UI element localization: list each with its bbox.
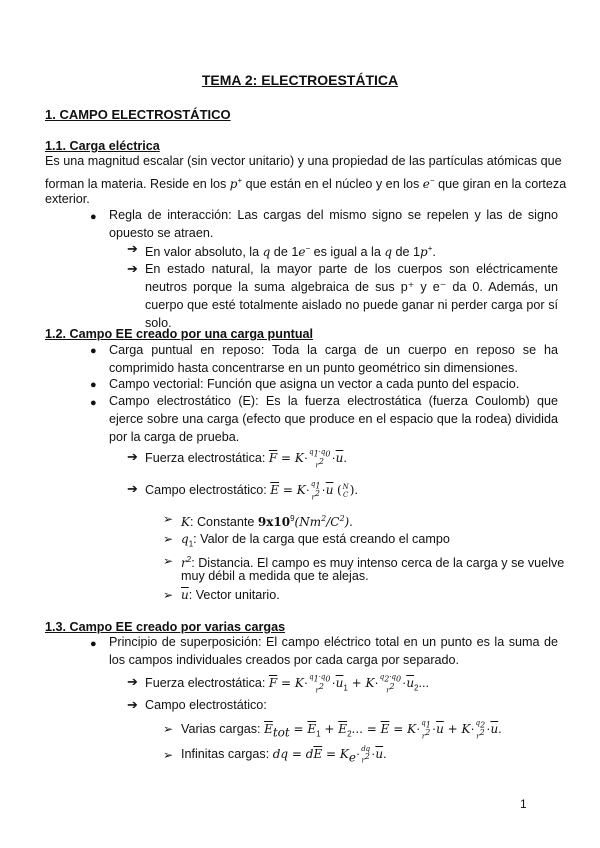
bullet-icon: ● [90, 379, 97, 391]
subsection-heading-varias-cargas: 1.3. Campo EE creado por varias cargas [45, 620, 286, 634]
bullet-icon: ● [90, 397, 97, 409]
bullet-text: Regla de interacción: Las cargas del mismo signo se repelen y las de signo opuesto se atraen. [109, 208, 558, 240]
arrow-icon: ➔ [127, 481, 138, 496]
formula-infinitas-cargas: Infinitas cargas: dq = $d\overline{E} = K_e\cdot$ dq $r^2$ $\cdot\overline{u}$. [181, 745, 387, 765]
paragraph-line: exterior. [45, 192, 90, 206]
bullet-icon: ● [90, 638, 97, 650]
bullet-text: Campo vectorial: Función que asigna un vector a cada punto del espacio. [109, 377, 520, 391]
arrow-text: Campo electrostático: [145, 698, 267, 712]
definition-text: muy débil a medida que te alejas. [181, 569, 369, 583]
paragraph-line: forman la materia. Reside en los p+ que están en el núcleo y en los e− que giran en la corteza [45, 176, 567, 192]
bullet-icon: ● [90, 211, 97, 223]
definition-text: K: Constante $9x10^9(Nm^2/C^2)$. [181, 514, 353, 530]
arrow-icon: ➔ [127, 674, 138, 689]
subsection-heading-carga-electrica: 1.1. Carga eléctrica [45, 139, 160, 153]
triangle-bullet-icon: ➢ [163, 532, 174, 546]
bullet-text: Principio de superposición: El campo eléctrico total en un punto es la suma de los campos individuales creados por cada carga por separado. [109, 635, 558, 667]
paragraph-line: Es una magnitud escalar (sin vector unitario) y una propiedad de las partículas atómicas que [45, 154, 562, 168]
triangle-bullet-icon: ➢ [163, 722, 174, 736]
page-title: TEMA 2: ELECTROESTÁTICA [201, 72, 399, 88]
definition-text: $\overline{u}$: Vector unitario. [181, 588, 280, 602]
triangle-bullet-icon: ➢ [163, 748, 174, 762]
arrow-icon: ➔ [127, 261, 138, 276]
triangle-bullet-icon: ➢ [163, 588, 174, 602]
arrow-icon: ➔ [127, 241, 138, 256]
arrow-icon: ➔ [127, 697, 138, 712]
formula-fuerza: Fuerza electrostática: $\overline{F} = K\cdot$ $q_1\cdot q_0$ $r^2$ $\cdot\overline{u}$. [145, 448, 347, 470]
formula-campo: Campo electrostático: $\overline{E} = K\cdot$ $q_1$ $r^2$ $\cdot\overline{u}$ ( N C ). [145, 480, 358, 502]
triangle-bullet-icon: ➢ [163, 512, 174, 526]
triangle-bullet-icon: ➢ [163, 554, 174, 568]
formula-varias-cargas: Varias cargas: $\overline{E}_{tot} = \overline{E}_1 + \overline{E}_2$... = $\overline{E} = K\cdot$ $q_1$ $r^2$ $\cdot\overline{u} + K\cdot$ $q_2$ $r^2$ $\cdot\overline{u}$. [181, 719, 502, 741]
arrow-icon: ➔ [127, 449, 138, 464]
definition-text: $r^2$: Distancia. El campo es muy intenso cerca de la carga y se vuelve [181, 555, 565, 571]
bullet-icon: ● [90, 345, 97, 357]
formula-fuerza-total: Fuerza electrostática: $\overline{F} = K\cdot$ $q_1\cdot q_0$ $r^2$ $\cdot\overline{u}_1 + K\cdot$ $q_2\cdot q_0$ $r^2$ $\cdot\overline{u}_2$... [145, 673, 429, 695]
section-heading-campo-electrostatico: 1. CAMPO ELECTROSTÁTICO [45, 107, 231, 122]
subsection-heading-carga-puntual: 1.2. Campo EE creado por una carga puntual [45, 327, 314, 341]
page-number: 1 [520, 797, 527, 811]
arrow-text: En valor absoluto, la q de 1e− es igual a la q de 1p+. [145, 244, 436, 260]
arrow-text: En estado natural, la mayor parte de los cuerpos son eléctricamente neutros porque la suma algebraica de sus p⁺ y e⁻ da 0. Además, un cuerpo que esté totalmente aislado no puede ganar ni perder carga por sí solo. [145, 262, 558, 330]
definition-text: $q_1$: Valor de la carga que está creando el campo [181, 532, 450, 549]
bullet-text: Carga puntual en reposo: Toda la carga de un cuerpo en reposo se ha comprimido hasta concentrarse en un punto geométrico sin dimensiones. [109, 343, 558, 375]
bullet-text: Campo electrostático (E): Es la fuerza electrostática (fuerza Coulomb) que ejerce sobre una carga (efecto que produce en el espacio que la rodea) dividida por la carga de prueba. [109, 394, 558, 444]
